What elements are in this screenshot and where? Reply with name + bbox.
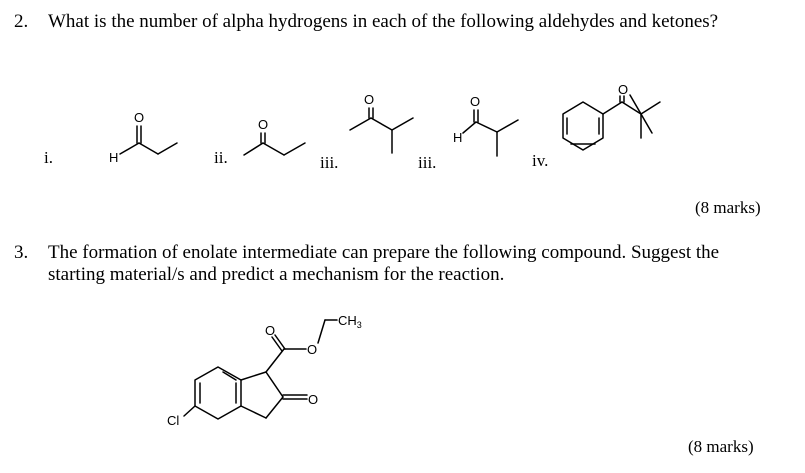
- structure-i-o-atom: O: [134, 110, 145, 125]
- item-iv-label: iv.: [532, 151, 549, 170]
- item-i-label: i.: [44, 148, 53, 167]
- structure-iii-ketone: [350, 92, 413, 153]
- structure-iii-second-aldehyde: [453, 94, 518, 156]
- structure-iii-o-atom: O: [364, 92, 375, 107]
- question-3-line-1: The formation of enolate intermediate can prepare the following compound. Suggest the: [48, 242, 720, 263]
- item-ii-label: ii.: [214, 148, 228, 167]
- structure-q3-cl-atom: Cl: [167, 413, 180, 428]
- item-iii-label: iii.: [320, 153, 339, 172]
- question-2-number: 2.: [14, 11, 29, 32]
- question-2-text: What is the number of alpha hydrogens in each of the following aldehydes and ketones?: [48, 11, 719, 32]
- structure-q3-methyl-label: $CH_3$: [338, 313, 362, 330]
- question-2-marks: (8 marks): [695, 198, 761, 217]
- structure-q3-ketone-o-atom: O: [308, 392, 319, 407]
- structure-iv-pivalophenone: [563, 82, 660, 150]
- structure-iii-second-h-atom: H: [453, 130, 463, 145]
- question-3-number: 3.: [14, 242, 29, 263]
- structure-i-h-atom: H: [109, 150, 119, 165]
- item-iii-second-label: iii.: [418, 153, 437, 172]
- structure-q3-ester-o-atom: O: [307, 342, 318, 357]
- structure-ii-o-atom: O: [258, 117, 269, 132]
- structure-iv-o-atom: O: [618, 82, 629, 97]
- structure-ii-butanone: [244, 117, 305, 155]
- structure-iii-second-o-atom: O: [470, 94, 481, 109]
- question-3-marks: (8 marks): [688, 437, 754, 456]
- structure-i-propanal: [109, 110, 177, 165]
- structure-q3-target-compound: [167, 313, 362, 428]
- structure-q3-ester-carbonyl-o-atom: O: [265, 323, 276, 338]
- question-3-line-2: starting material/s and predict a mechanism for the reaction.: [48, 264, 505, 285]
